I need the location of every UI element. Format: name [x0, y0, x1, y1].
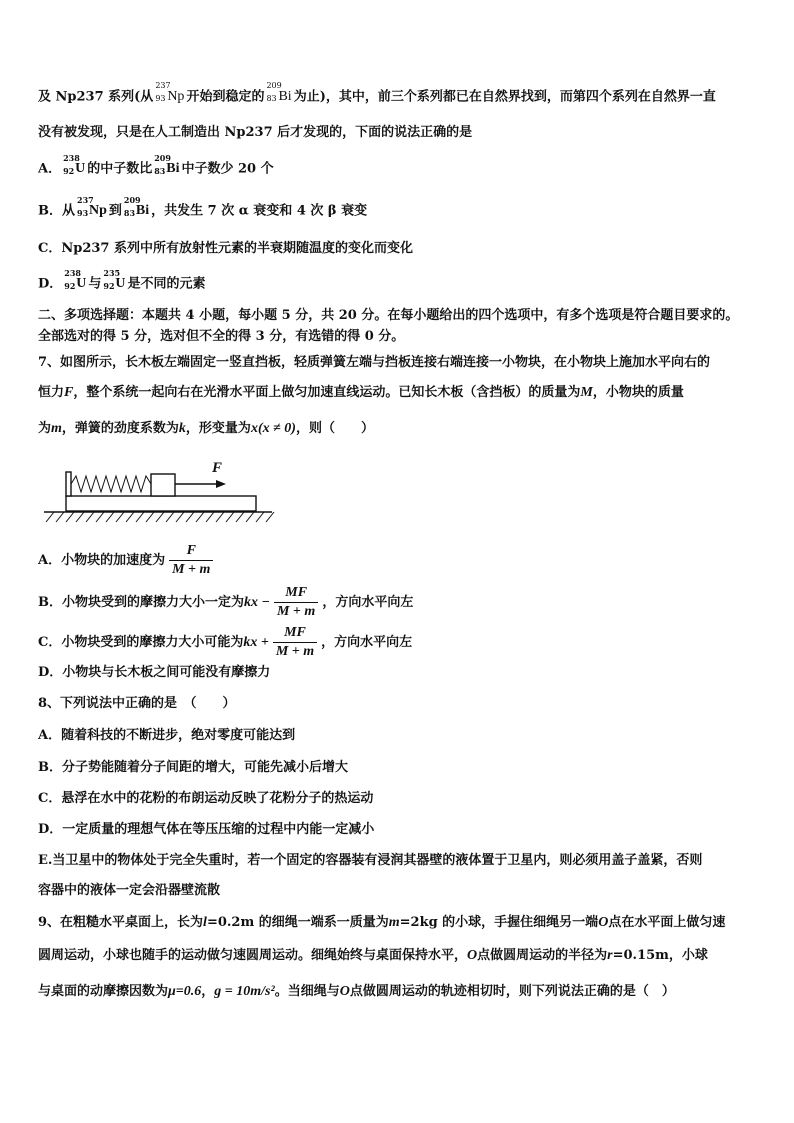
text: 的中子数比 [87, 161, 153, 177]
q7-option-d: D．小物块与长木板之间可能没有摩擦力 [38, 665, 271, 680]
q6-option-a [38, 153, 764, 179]
text: =2kg 的小球，手握住细绳另一端 [399, 915, 599, 930]
text: 是不同的元素 [127, 276, 206, 292]
isotope-bi209 [154, 153, 180, 178]
fraction [273, 624, 317, 661]
text: ，形变量为 [185, 421, 251, 436]
var-O: O [467, 948, 478, 963]
mass-number: 209 [123, 195, 141, 205]
atomic-number: 93 [155, 94, 166, 103]
text: ，小物块的质量 [592, 385, 684, 400]
q7-stem-line-1: 7、如图所示，长木板左端固定一竖直挡板，轻质弹簧左端与挡板连接右端连接一小物块，在小物块上施加水平向右的 [38, 355, 711, 370]
var-O: O [339, 984, 350, 999]
text: ，方向水平向左 [321, 635, 413, 650]
q9-stem-line-1 [38, 914, 764, 932]
element-symbol: Np [89, 203, 107, 218]
text: 开始到稳定的 [186, 89, 265, 105]
var-r: r [607, 948, 613, 963]
expr: kx − [244, 595, 270, 610]
text: 点做圆周运动的半径为 [477, 948, 608, 963]
mass-number: 237 [77, 195, 94, 205]
isotope-u238 [64, 268, 87, 293]
q7-option-b [38, 584, 764, 621]
q9-stem-line-3 [38, 983, 764, 1001]
intro-line-2: 没有被发现，只是在人工制造出 Np237 后才发现的，下面的说法正确的是 [38, 125, 473, 140]
q8-stem: 8、下列说法中正确的是 （ ） [38, 696, 236, 711]
text: 。当细绳与 [274, 984, 340, 999]
force-arrowhead [216, 480, 226, 488]
mass-number: 209 [266, 81, 282, 90]
q6-option-c: C．Np237 系列中所有放射性元素的半衰期随温度的变化而变化 [38, 241, 413, 256]
mass-number: 238 [63, 153, 80, 163]
numerator: F [169, 542, 213, 561]
text: 及 Np237 系列(从 [38, 89, 154, 105]
text: 9、在粗糙水平桌面上，长为 [38, 915, 204, 930]
q8-option-d: D．一定质量的理想气体在等压压缩的过程中内能一定减小 [38, 822, 375, 837]
spring-board-figure [40, 458, 280, 530]
isotope-bi209 [266, 81, 292, 106]
numerator: MF [274, 584, 318, 603]
intro-line-1 [38, 81, 764, 107]
var-O: O [598, 915, 609, 930]
small-block [151, 474, 175, 496]
denominator: M + m [275, 644, 315, 659]
var-M: M [580, 385, 593, 400]
text: ， [201, 984, 215, 999]
atomic-number: 93 [77, 208, 89, 218]
isotope-np237 [77, 195, 107, 220]
text: 恒力 [38, 385, 65, 400]
element-symbol: U [76, 276, 87, 291]
text: 中子数少 20 个 [181, 161, 274, 177]
q7-option-c [38, 624, 764, 661]
q7-stem-line-3 [38, 420, 764, 438]
var-k: k [178, 421, 186, 436]
atomic-number: 92 [63, 166, 75, 176]
text: ，整个系统一起向右在光滑水平面上做匀加速直线运动。已知长木板（含挡板）的质量为 [73, 385, 581, 400]
var-l: l [203, 915, 207, 930]
option-label: A． [38, 161, 62, 177]
q7-option-a [38, 542, 764, 579]
text: C．小物块受到的摩擦力大小可能为 [38, 635, 244, 650]
element-symbol: U [75, 161, 86, 176]
numerator: MF [273, 624, 317, 643]
text: ，共发生 7 次 α 衰变和 4 次 β 衰变 [151, 203, 368, 219]
text: 圆周运动，小球也随手的运动做匀速圆周运动。细绳始终与桌面保持水平， [38, 948, 468, 963]
mass-number: 237 [155, 81, 171, 90]
expr-mu: μ=0.6 [168, 984, 202, 999]
text: 点在水平面上做匀速 [608, 915, 726, 930]
text: 到 [108, 203, 122, 219]
atomic-number: 83 [154, 166, 166, 176]
fraction [274, 584, 318, 621]
expr-x: x(x ≠ 0) [250, 421, 296, 436]
option-label: D． [38, 276, 63, 292]
denominator: M + m [172, 562, 211, 577]
atomic-number: 92 [64, 281, 76, 291]
q7-stem-line-2 [38, 384, 764, 402]
element-symbol: Np [167, 89, 185, 104]
var-m: m [388, 915, 400, 930]
expr-g: g = 10m/s² [214, 984, 275, 999]
expr: kx + [243, 635, 269, 650]
denominator: M + m [276, 604, 316, 619]
var-m: m [51, 421, 62, 436]
q9-stem-line-2 [38, 947, 764, 965]
text: B．小物块受到的摩擦力大小一定为 [38, 595, 244, 610]
q6-option-d [38, 268, 764, 294]
text: 与桌面的动摩擦因数为 [38, 984, 169, 999]
q8-option-b: B．分子势能随着分子间距的增大，可能先减小后增大 [38, 760, 348, 775]
isotope-bi209 [123, 195, 150, 220]
text: A．小物块的加速度为 [38, 553, 166, 568]
text: =0.15m，小球 [612, 948, 708, 963]
q8-option-c: C．悬浮在水中的花粉的布朗运动反映了花粉分子的热运动 [38, 791, 374, 806]
element-symbol: Bi [166, 161, 180, 176]
spring [71, 476, 151, 492]
isotope-np237 [155, 81, 185, 106]
force-label: F [212, 460, 223, 476]
fraction [169, 542, 213, 579]
q8-option-a: A．随着科技的不断进步，绝对零度可能达到 [38, 728, 296, 743]
isotope-u238 [63, 153, 86, 178]
atomic-number: 92 [103, 281, 115, 291]
text: 为止)，其中，前三个系列都已在自然界找到，而第四个系列在自然界一直 [293, 89, 716, 105]
text: 为 [38, 421, 52, 436]
text: ，则（ ） [295, 421, 374, 436]
q8-option-e-line-1: E.当卫星中的物体处于完全失重时，若一个固定的容器装有浸润其器壁的液体置于卫星内，则必须用盖子盖紧，否则 [38, 853, 703, 868]
baffle [66, 472, 71, 496]
text: 点做圆周运动的轨迹相切时，则下列说法正确的是（ ） [349, 984, 675, 999]
mass-number: 238 [64, 268, 81, 278]
element-symbol: Bi [278, 89, 292, 104]
long-board [66, 496, 256, 511]
option-label: B．从 [38, 203, 75, 219]
ground-hatching [46, 512, 274, 522]
section-heading-line-1: 二、多项选择题：本题共 4 小题，每小题 5 分，共 20 分。在每小题给出的四个选项中，有多个选项是符合题目要求的。 [38, 308, 739, 323]
atomic-number: 83 [266, 94, 277, 103]
mass-number: 209 [154, 153, 171, 163]
text: ，弹簧的劲度系数为 [61, 421, 179, 436]
q8-option-e-line-2: 容器中的液体一定会沿器壁流散 [38, 883, 221, 898]
isotope-u235 [103, 268, 126, 293]
var-F: F [64, 385, 74, 400]
section-heading-line-2: 全部选对的得 5 分，选对但不全的得 3 分，有选错的得 0 分。 [38, 329, 405, 344]
text: 与 [88, 276, 102, 292]
atomic-number: 83 [123, 208, 136, 218]
element-symbol: U [115, 276, 126, 291]
text: ，方向水平向左 [322, 595, 414, 610]
mass-number: 235 [103, 268, 121, 278]
text: =0.2m 的细绳一端系一质量为 [206, 915, 389, 930]
q6-option-b [38, 195, 764, 221]
element-symbol: Bi [135, 203, 150, 218]
